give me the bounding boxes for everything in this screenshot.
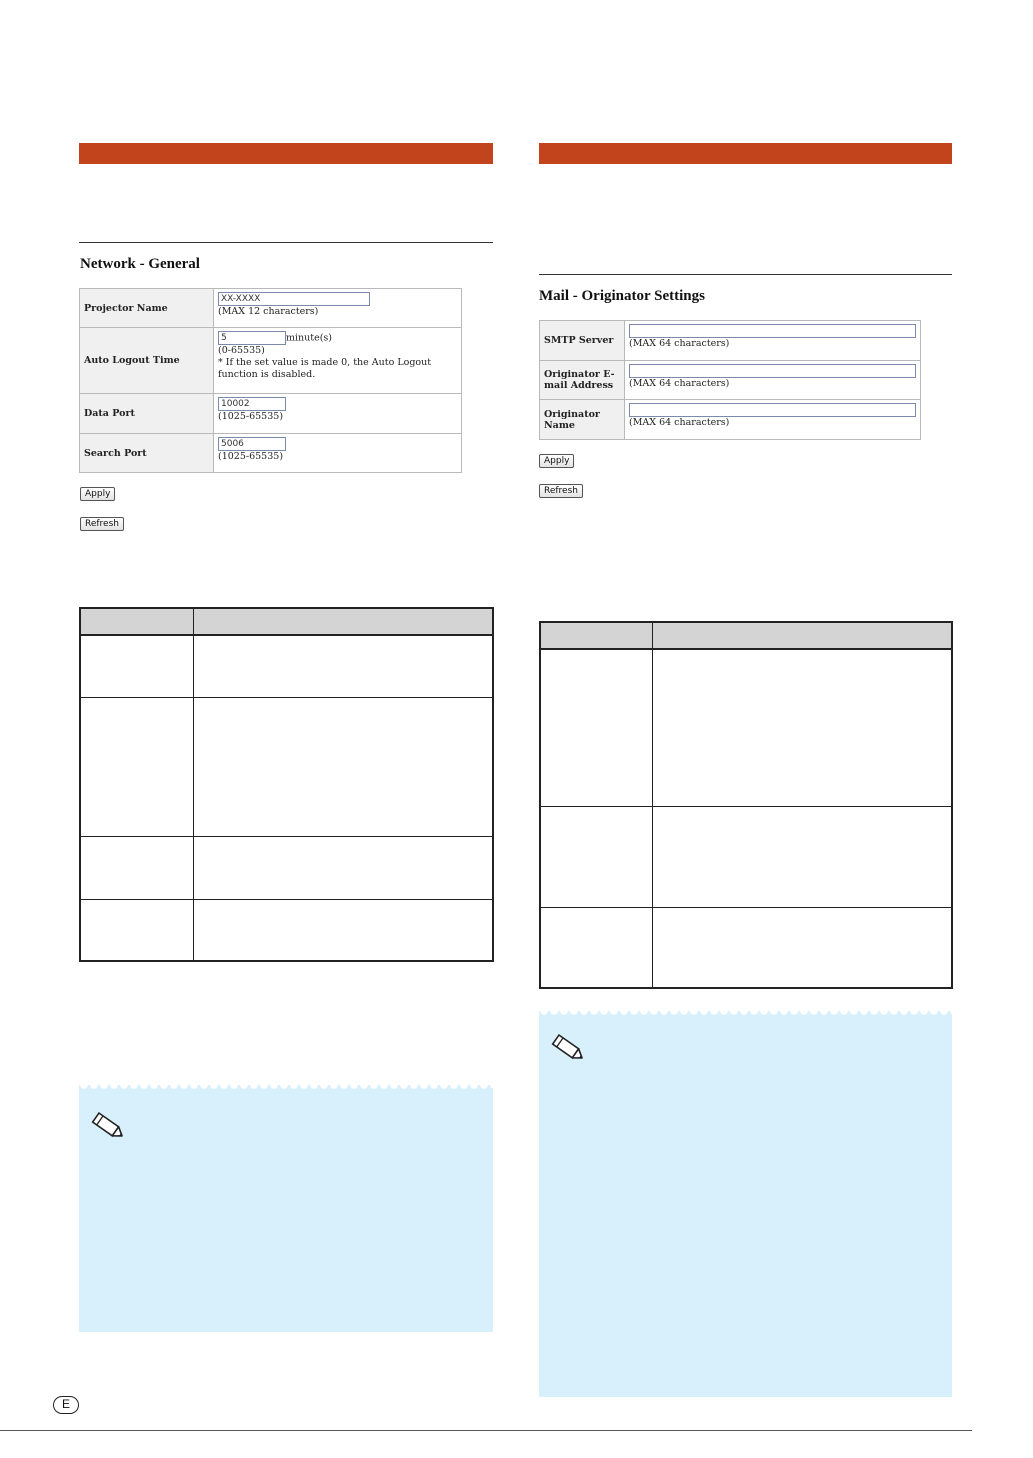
left-desc-cell <box>80 899 193 961</box>
originator-email-hint: (MAX 64 characters) <box>629 378 730 389</box>
right-desc-cell <box>652 907 952 988</box>
pencil-icon <box>87 1109 127 1143</box>
left-section-title: Network - General <box>80 256 200 272</box>
language-badge: E <box>53 1396 79 1414</box>
left-note-box <box>79 1085 493 1332</box>
left-desc-cell <box>193 697 493 836</box>
right-divider <box>539 274 952 275</box>
right-desc-header-2 <box>652 622 952 649</box>
left-section-bar <box>79 143 493 164</box>
right-desc-cell <box>652 649 952 806</box>
left-desc-cell <box>80 836 193 899</box>
right-apply-button[interactable]: Apply <box>539 454 574 468</box>
left-note-edge <box>79 1085 493 1094</box>
right-desc-header-1 <box>540 622 652 649</box>
left-desc-header-1 <box>80 608 193 635</box>
right-desc-cell <box>540 907 652 988</box>
right-desc-cell <box>540 806 652 907</box>
right-desc-cell <box>652 806 952 907</box>
right-description-table <box>539 621 953 989</box>
right-section-title: Mail - Originator Settings <box>539 288 705 304</box>
search-port-input[interactable]: 5006 <box>218 437 286 451</box>
left-desc-cell <box>80 635 193 697</box>
originator-name-hint: (MAX 64 characters) <box>629 417 730 428</box>
data-port-input[interactable]: 10002 <box>218 397 286 411</box>
right-section-bar <box>539 143 952 164</box>
data-port-hint: (1025-65535) <box>218 411 284 422</box>
auto-logout-hint: (0-65535) <box>218 345 265 356</box>
auto-logout-note: * If the set value is made 0, the Auto Logout function is disabled. <box>218 357 432 380</box>
right-desc-cell <box>540 649 652 806</box>
right-note-edge <box>539 1011 952 1020</box>
mail-originator-form <box>539 320 921 440</box>
auto-logout-unit: minute(s) <box>286 332 333 344</box>
originator-email-label: Originator E-mail Address <box>540 361 625 400</box>
left-desc-cell <box>193 899 493 961</box>
projector-name-input[interactable]: XX-XXXX <box>218 292 370 306</box>
projector-name-label: Projector Name <box>80 289 214 328</box>
search-port-label: Search Port <box>80 434 214 473</box>
projector-name-hint: (MAX 12 characters) <box>218 306 319 317</box>
search-port-hint: (1025-65535) <box>218 451 284 462</box>
pencil-icon <box>547 1031 587 1065</box>
smtp-server-input[interactable] <box>629 324 916 338</box>
left-desc-cell <box>193 635 493 697</box>
left-description-table <box>79 607 494 962</box>
data-port-label: Data Port <box>80 394 214 434</box>
smtp-server-label: SMTP Server <box>540 321 625 361</box>
auto-logout-time-input[interactable]: 5 <box>218 331 286 345</box>
originator-name-label: Originator Name <box>540 400 625 440</box>
left-apply-button[interactable]: Apply <box>80 487 115 501</box>
smtp-server-hint: (MAX 64 characters) <box>629 338 730 349</box>
right-note-box <box>539 1011 952 1397</box>
left-desc-cell <box>193 836 493 899</box>
left-divider <box>79 242 493 243</box>
originator-email-input[interactable] <box>629 364 916 378</box>
left-desc-cell <box>80 697 193 836</box>
right-refresh-button[interactable]: Refresh <box>539 484 583 498</box>
network-general-form <box>79 288 462 473</box>
left-desc-header-2 <box>193 608 493 635</box>
originator-name-input[interactable] <box>629 403 916 417</box>
footer-rule <box>0 1430 972 1431</box>
auto-logout-time-label: Auto Logout Time <box>80 328 214 394</box>
left-refresh-button[interactable]: Refresh <box>80 517 124 531</box>
